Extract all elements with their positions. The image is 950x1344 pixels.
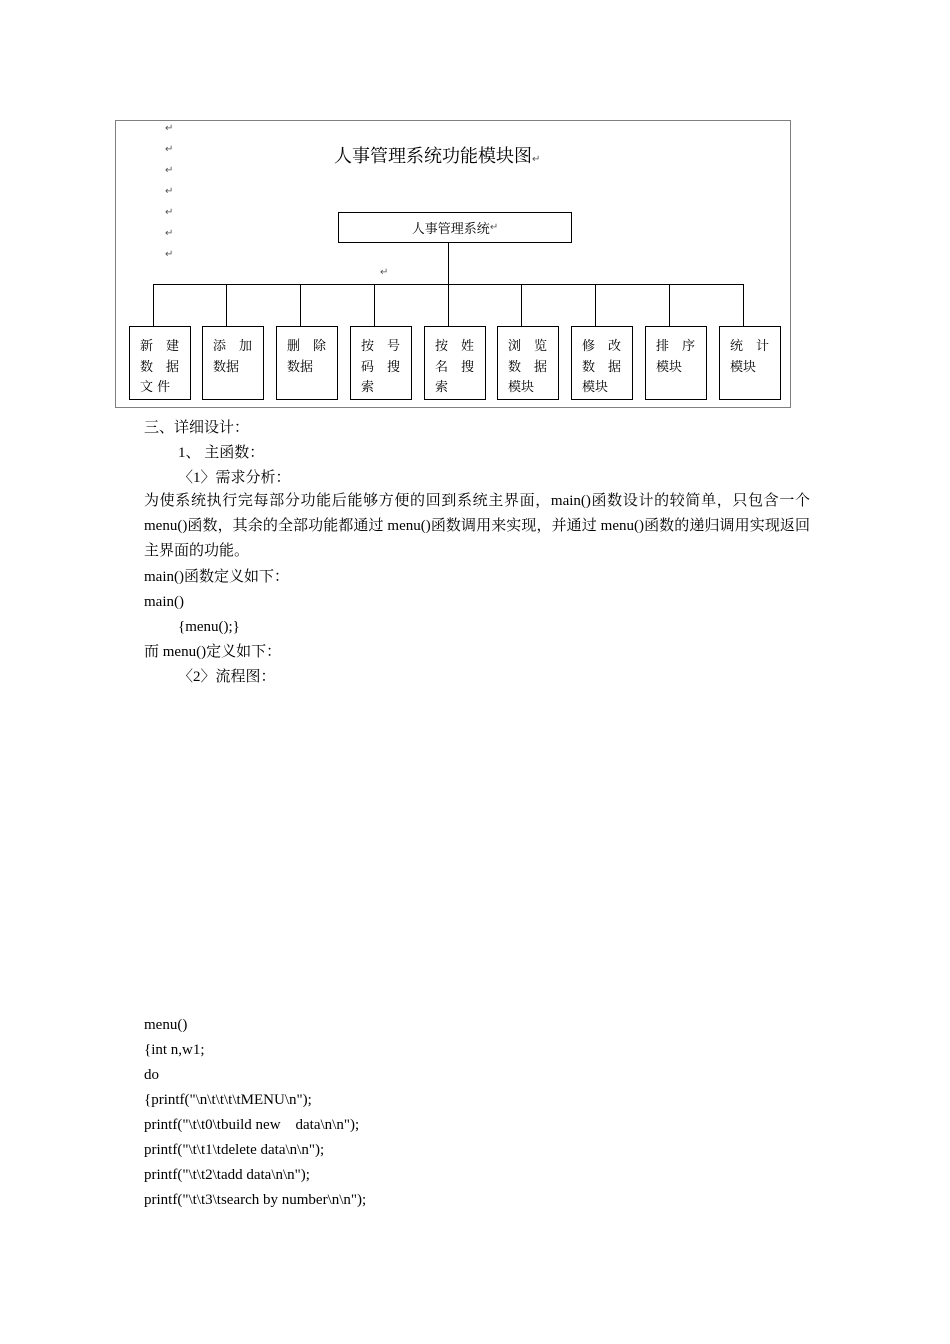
module-label-line: 数据: [287, 360, 314, 375]
module-box: [202, 326, 264, 400]
connector-line: [669, 284, 670, 326]
connector-line: [300, 284, 301, 326]
sub-heading: 1、 主函数：: [178, 445, 265, 461]
code-line: printf("\t\t1\tdelete data\n\n");: [144, 1142, 325, 1158]
code-line: printf("\t\t3\tsearch by number\n\n");: [144, 1192, 367, 1208]
module-box: [129, 326, 191, 400]
code-line: printf("\t\t2\tadd data\n\n");: [144, 1167, 310, 1183]
connector-line: [595, 284, 596, 326]
paragraph-mark: ↵: [165, 123, 174, 134]
code-line: menu(): [144, 1017, 188, 1033]
main-signature: main(): [144, 594, 184, 610]
main-body: {menu();}: [178, 619, 240, 635]
module-label-line: 码 搜: [361, 360, 401, 375]
paragraph-mark: ↵: [489, 221, 499, 233]
module-label-line: 模块: [730, 360, 757, 375]
module-box: [350, 326, 412, 400]
module-box: [276, 326, 338, 400]
connector-line: [743, 284, 744, 326]
paragraph-mark: ↵: [165, 249, 174, 260]
code-line: {printf("\n\t\t\t\tMENU\n");: [144, 1092, 312, 1108]
paragraph-mark: ↵: [165, 207, 174, 218]
trunk-line: [448, 243, 449, 284]
connector-line: [448, 284, 449, 326]
connector-line: [521, 284, 522, 326]
module-label-line: 新 建: [140, 339, 180, 354]
module-label-line: 模块: [656, 360, 683, 375]
menu-definition-label: 而 menu()定义如下：: [144, 644, 282, 660]
module-label-line: 按 姓: [435, 339, 475, 354]
connector-line: [153, 284, 154, 326]
connector-line: [374, 284, 375, 326]
connector-line: [226, 284, 227, 326]
module-box: [571, 326, 633, 400]
module-label-line: 索: [435, 380, 449, 395]
module-label-line: 模块: [582, 380, 609, 395]
paragraph-mark: ↵: [380, 267, 389, 278]
module-box: [424, 326, 486, 400]
module-label-line: 排 序: [656, 339, 696, 354]
module-label-line: 按 号: [361, 339, 401, 354]
code-line: printf("\t\t0\tbuild new data\n\n");: [144, 1117, 360, 1133]
body-paragraph: 为使系统执行完每部分功能后能够方便的回到系统主界面，main()函数设计的较简单，只包含一个 menu()函数，其余的全部功能都通过 menu()函数调用来实现，并通过 menu()函数的递归调用实现返回主界面的功能。: [144, 493, 810, 559]
main-definition-label: main()函数定义如下：: [144, 569, 289, 585]
module-box: [497, 326, 559, 400]
diagram-title-text: 人事管理系统功能模块图: [334, 146, 532, 167]
module-box: [719, 326, 781, 400]
diagram-title: [334, 142, 540, 168]
paragraph-mark: ↵: [165, 165, 174, 176]
code-line: do: [144, 1067, 159, 1083]
module-label-line: 模块: [508, 380, 535, 395]
module-label-line: 添 加: [213, 339, 253, 354]
module-label-line: 数 据: [140, 360, 180, 375]
module-label-line: 数 据: [508, 360, 548, 375]
section-heading: 三、详细设计：: [144, 420, 250, 436]
module-label-line: 删 除: [287, 339, 327, 354]
paragraph-mark: ↵: [165, 144, 174, 155]
module-label-line: 浏 览: [508, 339, 548, 354]
item-heading: 〈2〉流程图：: [178, 669, 276, 685]
module-label-line: 修 改: [582, 339, 622, 354]
code-line: {int n,w1;: [144, 1042, 205, 1058]
root-node: [338, 212, 572, 243]
module-label-line: 统 计: [730, 339, 770, 354]
paragraph-mark: ↵: [165, 228, 174, 239]
module-label-line: 数 据: [582, 360, 622, 375]
module-label-line: 索: [361, 380, 375, 395]
item-heading: 〈1〉需求分析：: [178, 470, 291, 486]
root-node-label: 人事管理系统: [411, 222, 490, 237]
paragraph-mark: ↵: [532, 154, 541, 165]
paragraph-mark: ↵: [165, 186, 174, 197]
module-label-line: 数据: [213, 360, 240, 375]
module-label-line: 文 件: [140, 380, 171, 395]
module-box: [645, 326, 707, 400]
module-label-line: 名 搜: [435, 360, 475, 375]
